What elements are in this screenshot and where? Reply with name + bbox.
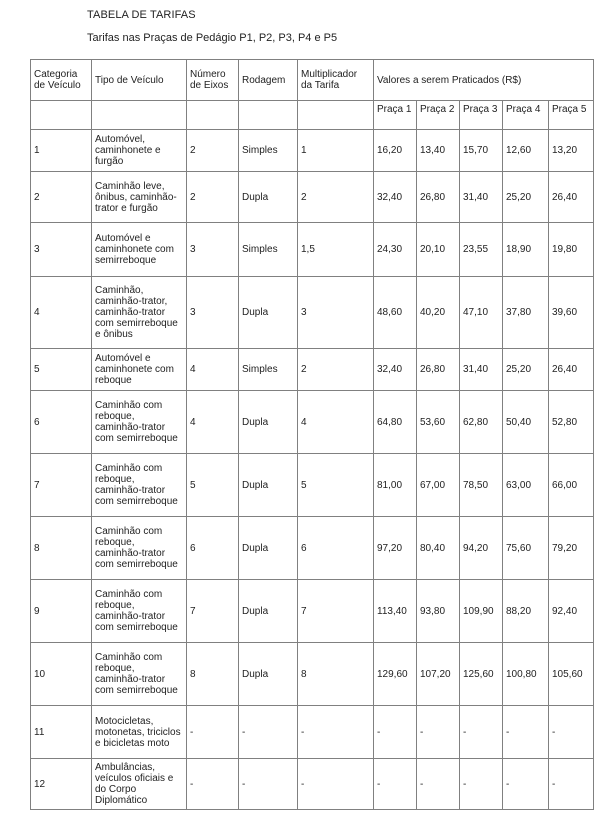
cell-praca-5: 79,20	[549, 517, 594, 580]
cell-praca-4: 25,20	[503, 172, 549, 223]
cell-categoria: 11	[31, 706, 92, 759]
cell-tipo: Caminhão com reboque, caminhão-trator com semirreboque	[92, 643, 187, 706]
table-row	[31, 517, 594, 580]
cell-multiplicador: 8	[298, 643, 374, 706]
cell-praca-3: 125,60	[460, 643, 503, 706]
cell-praca-2: 80,40	[417, 517, 460, 580]
page-title: TABELA DE TARIFAS	[87, 9, 196, 21]
header-eixos: Número de Eixos	[187, 60, 239, 101]
header-row	[31, 60, 594, 101]
cell-praca-3: 78,50	[460, 454, 503, 517]
cell-multiplicador: 2	[298, 349, 374, 391]
cell-categoria: 8	[31, 517, 92, 580]
subheader-empty	[187, 101, 239, 130]
tariff-table	[30, 59, 594, 810]
cell-praca-1: 81,00	[374, 454, 417, 517]
cell-praca-1: 113,40	[374, 580, 417, 643]
cell-eixos: 4	[187, 391, 239, 454]
cell-praca-5: 92,40	[549, 580, 594, 643]
cell-praca-4: 100,80	[503, 643, 549, 706]
cell-multiplicador: 7	[298, 580, 374, 643]
cell-categoria: 12	[31, 759, 92, 810]
cell-rodagem: -	[239, 759, 298, 810]
cell-rodagem: Simples	[239, 223, 298, 277]
cell-rodagem: Dupla	[239, 454, 298, 517]
cell-categoria: 1	[31, 130, 92, 172]
cell-praca-3: 31,40	[460, 172, 503, 223]
cell-praca-4: -	[503, 706, 549, 759]
cell-praca-5: -	[549, 706, 594, 759]
cell-tipo: Caminhão com reboque, caminhão-trator com semirreboque	[92, 454, 187, 517]
cell-eixos: 5	[187, 454, 239, 517]
cell-categoria: 2	[31, 172, 92, 223]
cell-praca-2: 20,10	[417, 223, 460, 277]
cell-categoria: 7	[31, 454, 92, 517]
table-row	[31, 706, 594, 759]
cell-praca-3: -	[460, 759, 503, 810]
cell-praca-4: 63,00	[503, 454, 549, 517]
cell-eixos: 3	[187, 223, 239, 277]
cell-praca-3: 94,20	[460, 517, 503, 580]
cell-praca-3: 62,80	[460, 391, 503, 454]
cell-praca-4: 88,20	[503, 580, 549, 643]
cell-eixos: 2	[187, 130, 239, 172]
cell-categoria: 5	[31, 349, 92, 391]
cell-praca-1: 16,20	[374, 130, 417, 172]
cell-multiplicador: 3	[298, 277, 374, 349]
cell-eixos: 6	[187, 517, 239, 580]
cell-praca-5: 26,40	[549, 349, 594, 391]
cell-praca-1: 97,20	[374, 517, 417, 580]
cell-eixos: -	[187, 759, 239, 810]
cell-praca-3: 15,70	[460, 130, 503, 172]
cell-tipo: Automóvel e caminhonete com semirreboque	[92, 223, 187, 277]
cell-praca-1: 32,40	[374, 349, 417, 391]
cell-rodagem: Simples	[239, 130, 298, 172]
cell-eixos: -	[187, 706, 239, 759]
cell-tipo: Caminhão leve, ônibus, caminhão-trator e furgão	[92, 172, 187, 223]
cell-multiplicador: 6	[298, 517, 374, 580]
cell-praca-5: -	[549, 759, 594, 810]
cell-rodagem: Dupla	[239, 580, 298, 643]
cell-eixos: 2	[187, 172, 239, 223]
cell-multiplicador: -	[298, 759, 374, 810]
table-row	[31, 580, 594, 643]
cell-praca-1: 24,30	[374, 223, 417, 277]
header-multiplicador: Multiplicador da Tarifa	[298, 60, 374, 101]
cell-praca-5: 39,60	[549, 277, 594, 349]
cell-categoria: 3	[31, 223, 92, 277]
table-row	[31, 454, 594, 517]
cell-praca-1: -	[374, 759, 417, 810]
cell-rodagem: Dupla	[239, 391, 298, 454]
cell-multiplicador: 5	[298, 454, 374, 517]
cell-praca-2: 93,80	[417, 580, 460, 643]
cell-rodagem: Dupla	[239, 277, 298, 349]
cell-praca-1: 129,60	[374, 643, 417, 706]
cell-multiplicador: 4	[298, 391, 374, 454]
cell-eixos: 8	[187, 643, 239, 706]
cell-categoria: 6	[31, 391, 92, 454]
header-praca-2: Praça 2	[417, 101, 460, 130]
cell-categoria: 4	[31, 277, 92, 349]
cell-rodagem: Simples	[239, 349, 298, 391]
header-valores: Valores a serem Praticados (R$)	[374, 60, 594, 101]
cell-multiplicador: 2	[298, 172, 374, 223]
cell-praca-2: 67,00	[417, 454, 460, 517]
cell-praca-4: -	[503, 759, 549, 810]
cell-multiplicador: 1	[298, 130, 374, 172]
cell-praca-3: -	[460, 706, 503, 759]
cell-tipo: Caminhão, caminhão-trator, caminhão-trator com semirreboque e ônibus	[92, 277, 187, 349]
cell-praca-4: 12,60	[503, 130, 549, 172]
cell-eixos: 4	[187, 349, 239, 391]
cell-praca-5: 26,40	[549, 172, 594, 223]
table-row	[31, 172, 594, 223]
header-praca-5: Praça 5	[549, 101, 594, 130]
cell-tipo: Caminhão com reboque, caminhão-trator com semirreboque	[92, 580, 187, 643]
cell-praca-3: 109,90	[460, 580, 503, 643]
cell-praca-4: 18,90	[503, 223, 549, 277]
cell-praca-5: 13,20	[549, 130, 594, 172]
subheader-empty	[31, 101, 92, 130]
cell-categoria: 10	[31, 643, 92, 706]
table-row	[31, 759, 594, 810]
cell-tipo: Ambulâncias, veículos oficiais e do Corpo Diplomático	[92, 759, 187, 810]
cell-praca-2: -	[417, 759, 460, 810]
table-row	[31, 643, 594, 706]
cell-praca-2: 53,60	[417, 391, 460, 454]
cell-praca-1: 48,60	[374, 277, 417, 349]
header-praca-3: Praça 3	[460, 101, 503, 130]
cell-praca-3: 47,10	[460, 277, 503, 349]
cell-praca-2: -	[417, 706, 460, 759]
cell-praca-4: 25,20	[503, 349, 549, 391]
cell-tipo: Automóvel, caminhonete e furgão	[92, 130, 187, 172]
cell-praca-1: 64,80	[374, 391, 417, 454]
table-row	[31, 130, 594, 172]
cell-praca-4: 50,40	[503, 391, 549, 454]
cell-multiplicador: 1,5	[298, 223, 374, 277]
subheader-empty	[298, 101, 374, 130]
header-praca-1: Praça 1	[374, 101, 417, 130]
cell-eixos: 3	[187, 277, 239, 349]
cell-praca-3: 23,55	[460, 223, 503, 277]
cell-praca-5: 66,00	[549, 454, 594, 517]
page-subtitle: Tarifas nas Praças de Pedágio P1, P2, P3, P4 e P5	[87, 32, 338, 44]
cell-tipo: Caminhão com reboque, caminhão-trator com semirreboque	[92, 517, 187, 580]
cell-praca-5: 105,60	[549, 643, 594, 706]
subheader-empty	[92, 101, 187, 130]
cell-praca-1: -	[374, 706, 417, 759]
cell-multiplicador: -	[298, 706, 374, 759]
cell-praca-4: 37,80	[503, 277, 549, 349]
cell-rodagem: Dupla	[239, 172, 298, 223]
table-row	[31, 391, 594, 454]
table-row	[31, 223, 594, 277]
cell-eixos: 7	[187, 580, 239, 643]
cell-categoria: 9	[31, 580, 92, 643]
cell-praca-4: 75,60	[503, 517, 549, 580]
cell-praca-3: 31,40	[460, 349, 503, 391]
table-row	[31, 277, 594, 349]
cell-tipo: Automóvel e caminhonete com reboque	[92, 349, 187, 391]
cell-praca-2: 40,20	[417, 277, 460, 349]
table-row	[31, 349, 594, 391]
cell-praca-2: 26,80	[417, 172, 460, 223]
cell-praca-2: 107,20	[417, 643, 460, 706]
cell-rodagem: Dupla	[239, 643, 298, 706]
cell-praca-2: 26,80	[417, 349, 460, 391]
cell-praca-5: 52,80	[549, 391, 594, 454]
cell-tipo: Caminhão com reboque, caminhão-trator com semirreboque	[92, 391, 187, 454]
header-categoria: Categoria de Veículo	[31, 60, 92, 101]
subheader-empty	[239, 101, 298, 130]
subheader-row	[31, 101, 594, 130]
cell-rodagem: -	[239, 706, 298, 759]
cell-praca-5: 19,80	[549, 223, 594, 277]
header-rodagem: Rodagem	[239, 60, 298, 101]
cell-tipo: Motocicletas, motonetas, triciclos e bicicletas moto	[92, 706, 187, 759]
cell-rodagem: Dupla	[239, 517, 298, 580]
header-tipo: Tipo de Veículo	[92, 60, 187, 101]
header-praca-4: Praça 4	[503, 101, 549, 130]
cell-praca-2: 13,40	[417, 130, 460, 172]
cell-praca-1: 32,40	[374, 172, 417, 223]
